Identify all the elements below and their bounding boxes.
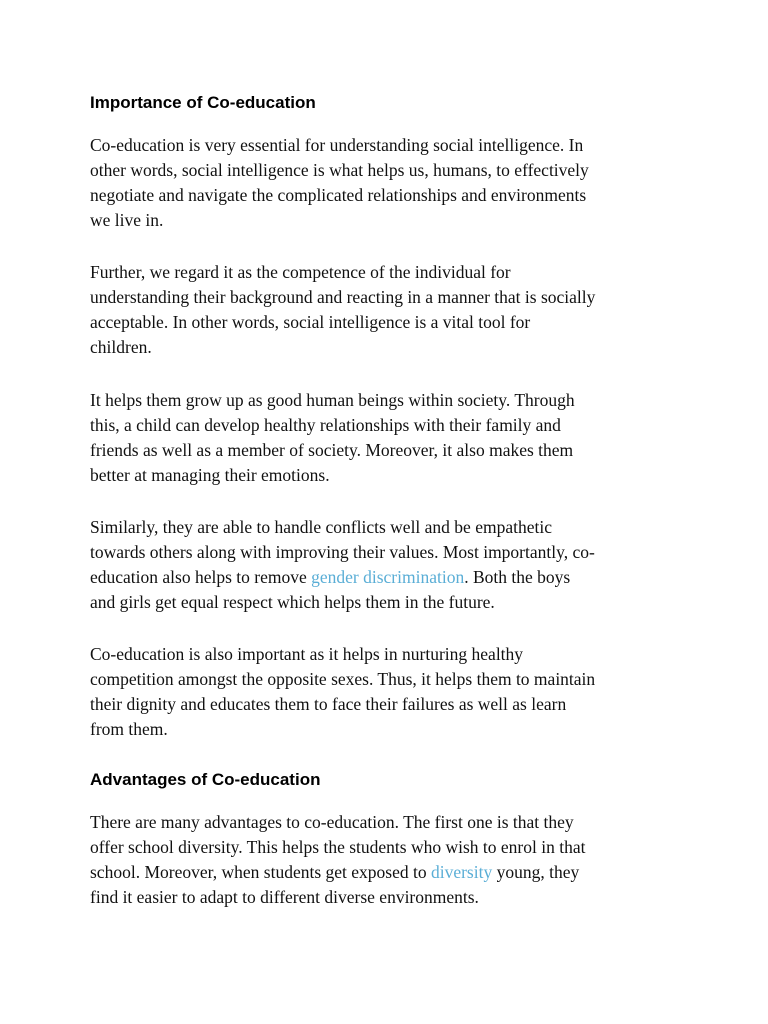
text-line: offer school diversity. This helps the students who wish to enrol in that (90, 837, 586, 857)
text-fragment: education also helps to remove (90, 567, 312, 587)
text-line: their dignity and educates them to face their failures as well as learn (90, 694, 567, 714)
text-line: this, a child can develop healthy relationships with their family and (90, 415, 561, 435)
text-line: There are many advantages to co-education. The first one is that they (90, 812, 574, 832)
text-line: we live in. (90, 210, 164, 230)
text-line: Co-education is also important as it helps in nurturing healthy (90, 644, 524, 664)
text-line (90, 565, 595, 590)
text-line: friends as well as a member of society. Moreover, it also makes them (90, 440, 574, 460)
paragraph-2 (90, 260, 595, 360)
text-line: towards others along with improving their values. Most importantly, co- (90, 542, 595, 562)
paragraph-1 (90, 133, 589, 233)
text-line: It helps them grow up as good human beings within society. Through (90, 390, 575, 410)
text-line: better at managing their emotions. (90, 465, 330, 485)
text-line: from them. (90, 719, 168, 739)
text-line: competition amongst the opposite sexes. Thus, it helps them to maintain (90, 669, 596, 689)
text-line: Co-education is very essential for understanding social intelligence. In (90, 135, 584, 155)
text-line: Further, we regard it as the competence of the individual for (90, 262, 511, 282)
text-line: acceptable. In other words, social intelligence is a vital tool for (90, 312, 531, 332)
paragraph-5 (90, 642, 595, 742)
text-line: Similarly, they are able to handle conflicts well and be empathetic (90, 517, 552, 537)
text-line: other words, social intelligence is what helps us, humans, to effectively (90, 160, 589, 180)
section-heading-advantages: Advantages of Co-education (90, 770, 321, 789)
gender-discrimination-link[interactable]: gender discrimination (311, 567, 465, 587)
section-heading-importance: Importance of Co-education (90, 93, 316, 112)
text-line: children. (90, 337, 152, 357)
diversity-link[interactable]: diversity (430, 862, 493, 882)
text-fragment: . Both the boys (464, 567, 571, 587)
paragraph-3 (90, 388, 575, 488)
text-line: find it easier to adapt to different diverse environments. (90, 887, 479, 907)
text-fragment: school. Moreover, when students get exposed to (90, 862, 431, 882)
text-line: understanding their background and reacting in a manner that is socially (90, 287, 596, 307)
text-line: and girls get equal respect which helps them in the future. (90, 592, 495, 612)
paragraph-6 (90, 810, 585, 910)
text-line (90, 860, 585, 885)
text-line: negotiate and navigate the complicated relationships and environments (90, 185, 587, 205)
paragraph-4 (90, 515, 595, 615)
text-fragment: young, they (492, 862, 580, 882)
